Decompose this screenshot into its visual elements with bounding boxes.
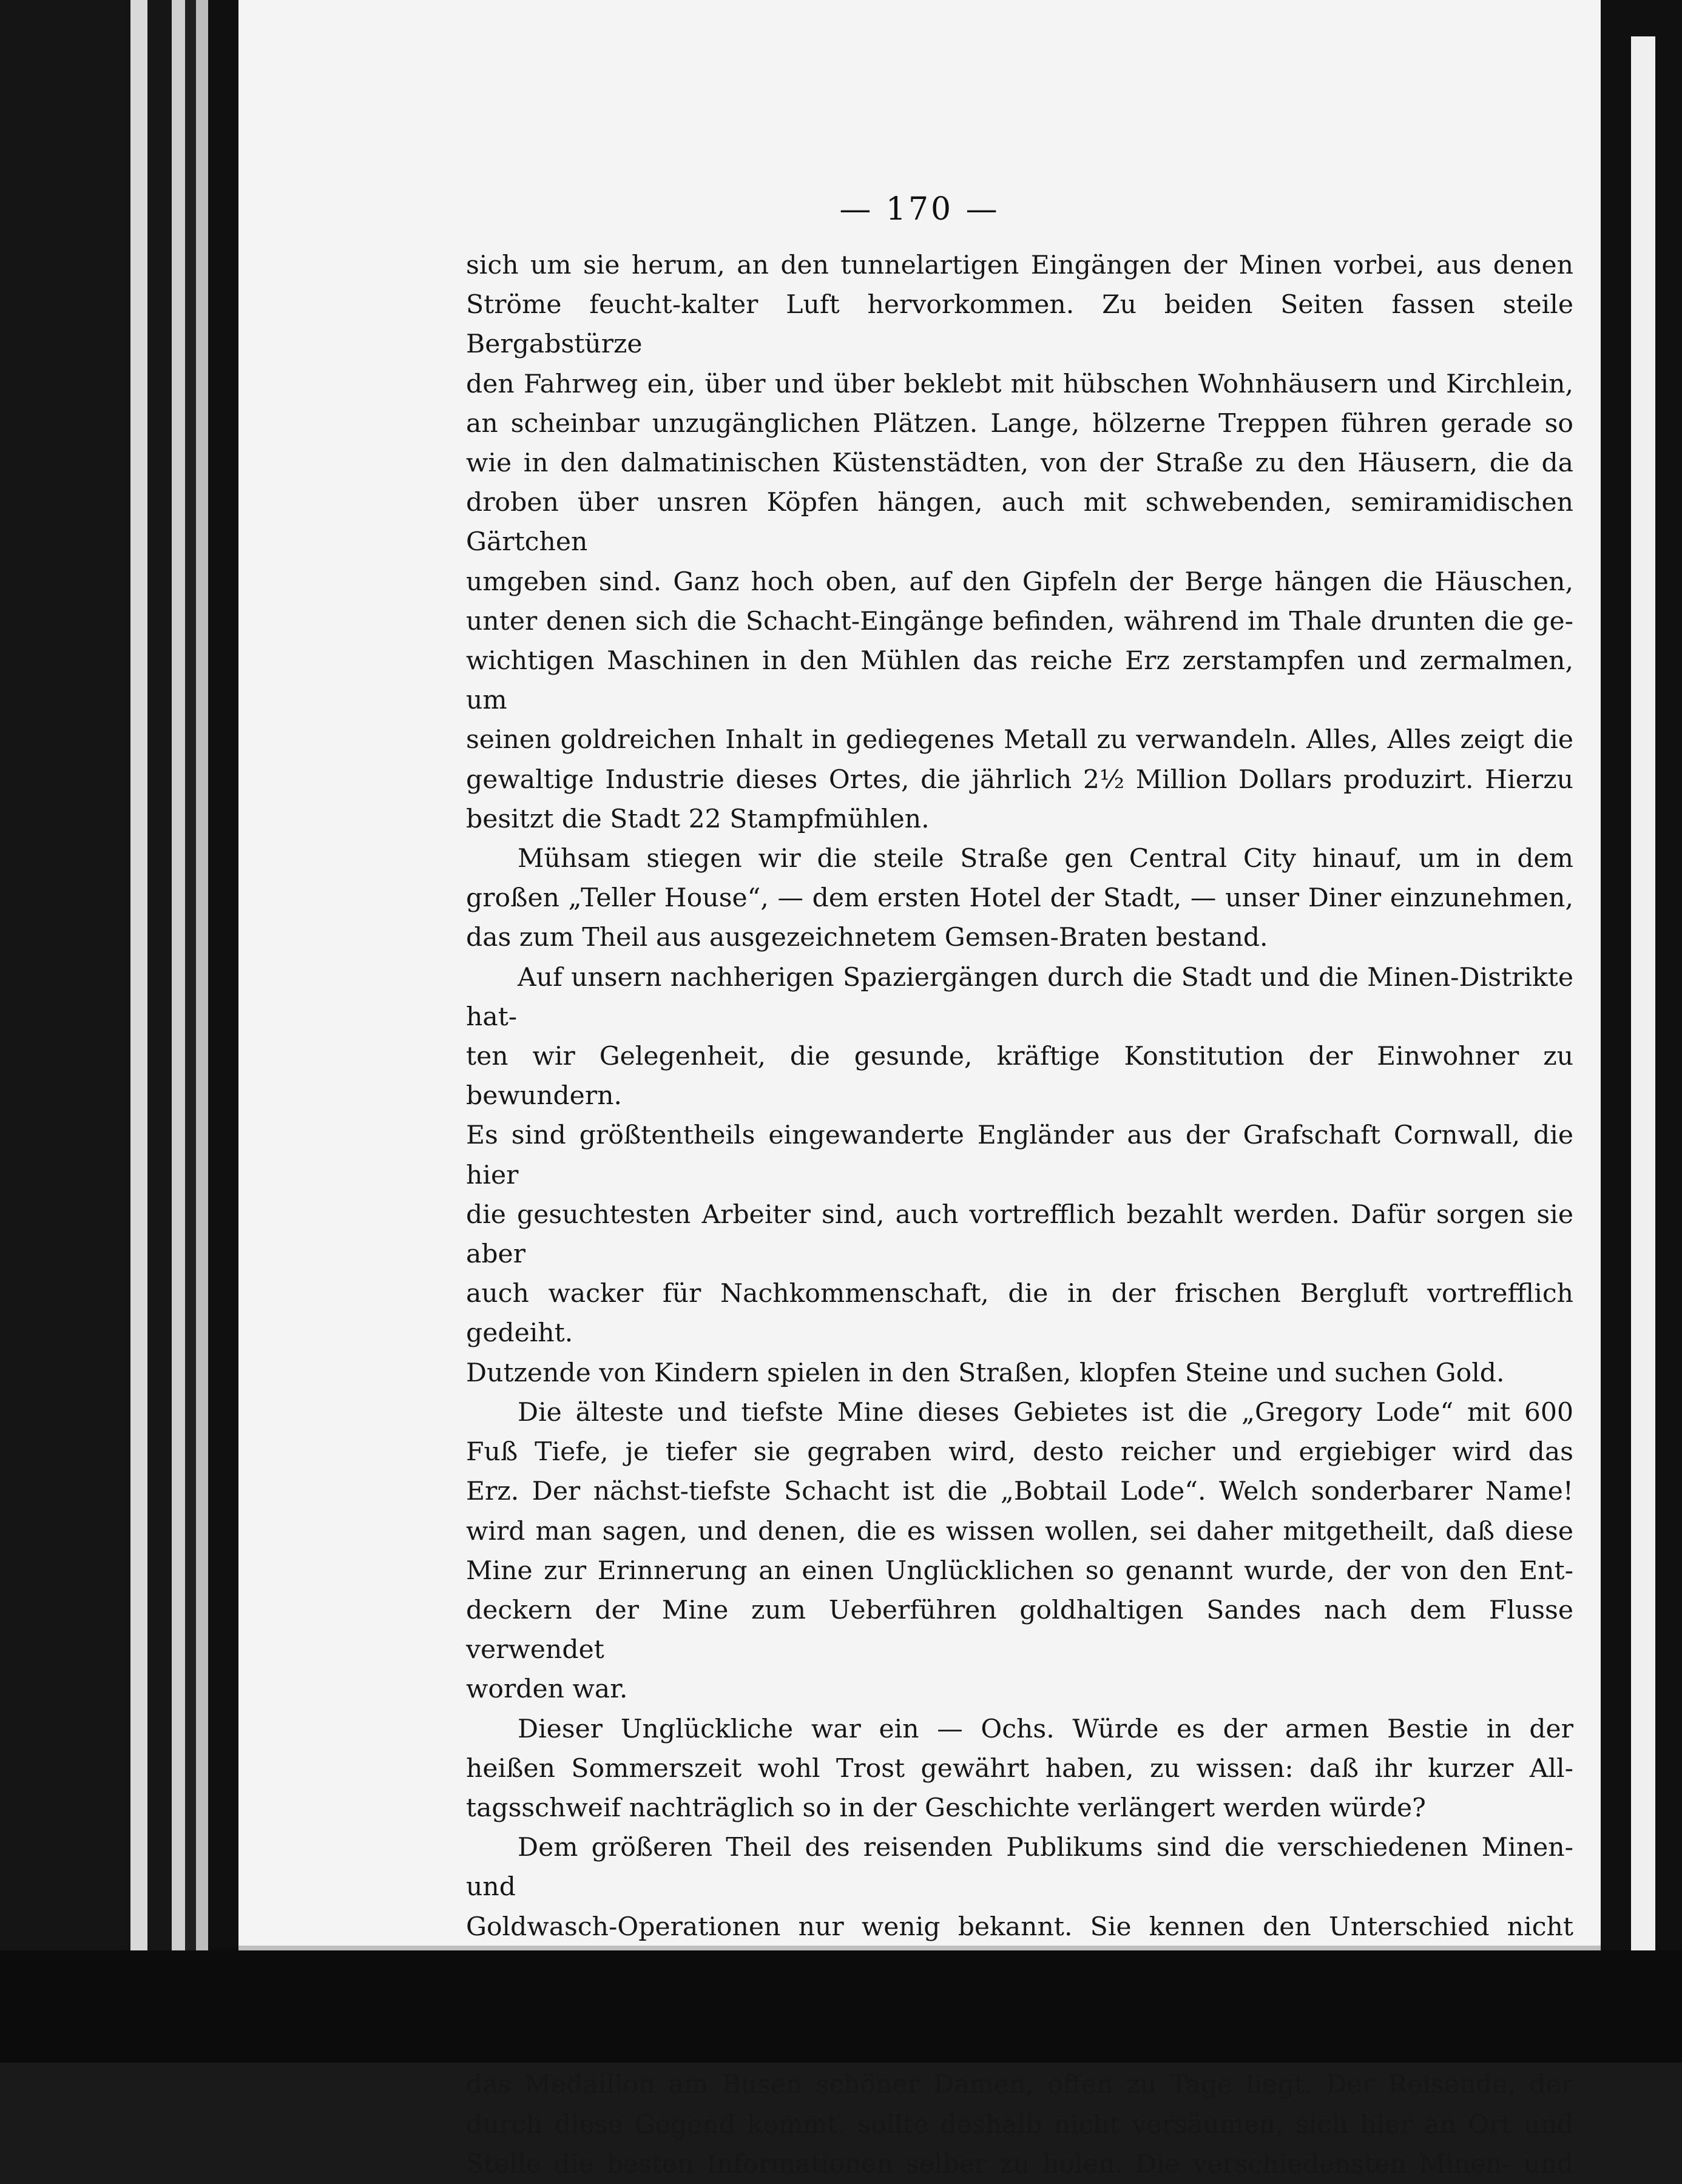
text-line: sich um sie herum, an den tunnelartigen Eingängen der Minen vorbei, aus denen (466, 251, 1573, 280)
text-line: das Medaillon am Busen schöner Damen, offen zu Tage liegt. Der Reisende, der (466, 2070, 1573, 2100)
text-line: wird man sagen, und denen, die es wissen wollen, sei daher mitgetheilt, daß diese (466, 1516, 1573, 1546)
text-line: ten wir Gelegenheit, die gesunde, kräftige Konstitution der Einwohner zu bewundern. (466, 1042, 1573, 1111)
facing-page-edge (1631, 36, 1655, 1966)
page-body-text (466, 246, 1573, 2184)
text-line: an scheinbar unzugänglichen Plätzen. Lange, hölzerne Treppen führen gerade so (466, 408, 1573, 439)
text-line: das zum Theil aus ausgezeichnetem Gemsen-Braten bestand. (466, 923, 1268, 953)
text-line: umgeben sind. Ganz hoch oben, auf den Gipfeln der Berge hängen die Häuschen, (466, 567, 1573, 597)
text-line: seinen goldreichen Inhalt in gediegenes Metall zu verwandeln. Alles, Alles zeigt die (466, 725, 1573, 755)
text-line: Mühsam stiegen wir die steile Straße gen Central City hinauf, um in dem (518, 844, 1573, 874)
text-line: heißen Sommerszeit wohl Trost gewährt haben, zu wissen: daß ihr kurzer All- (466, 1753, 1573, 1784)
scan-background-right (1601, 0, 1682, 2063)
text-line: großen „Teller House“, — dem ersten Hotel der Stadt, — unser Diner einzunehmen, (466, 883, 1573, 914)
text-line: auch wacker für Nachkommenschaft, die in der frischen Bergluft vortrefflich gedeiht. (466, 1279, 1573, 1349)
gutter-shadow (208, 0, 238, 2063)
text-line: Dem größeren Theil des reisenden Publikums sind die verschiedenen Minen- und (466, 1833, 1573, 1903)
text-line: Die älteste und tiefste Mine dieses Gebietes ist die „Gregory Lode“ mit 600 (518, 1397, 1573, 1427)
text-line: Goldwasch-Operationen nur wenig bekannt. Sie kennen den Unterschied nicht (466, 1912, 1573, 1942)
text-line: worden war. (466, 1674, 628, 1705)
page-number: — 170 — (839, 191, 1000, 228)
text-line: Auf unsern nachherigen Spaziergängen durch die Stadt und die Minen-Distrikte hat- (466, 962, 1573, 1032)
text-line: wie in den dalmatinischen Küstenstädten, von der Straße zu den Häusern, die da (466, 448, 1573, 479)
text-line: Dutzende von Kindern spielen in den Straßen, klopfen Steine und suchen Gold. (466, 1358, 1505, 1388)
scan-background-bottom (0, 1950, 1682, 2063)
scan-background-left (0, 0, 130, 2063)
text-line: besitzt die Stadt 22 Stampfmühlen. (466, 804, 930, 834)
text-line: durch diese Gegend kommt, sollte deshalb nicht versäumen, sich hier an Ort und (466, 2109, 1573, 2140)
text-line: Es sind größtentheils eingewanderte Engländer aus der Grafschaft Cornwall, die hier (466, 1121, 1573, 1190)
text-line: wichtigen Maschinen in den Mühlen das reiche Erz zerstampfen und zermalmen, um (466, 646, 1573, 716)
text-line: Fuß Tiefe, je tiefer sie gegraben wird, desto reicher und ergiebiger wird das (466, 1437, 1573, 1468)
text-line: Dieser Unglückliche war ein — Ochs. Würde es der armen Bestie in der (518, 1714, 1573, 1744)
text-line: die gesuchtesten Arbeiter sind, auch vortrefflich bezahlt werden. Dafür sorgen sie aber (466, 1199, 1573, 1270)
text-line: Stelle die besten Informationen selber zu holen. Die verschiedensten Minen- und (466, 2149, 1573, 2179)
page-edge (130, 0, 147, 2063)
page-edge-shadow (185, 0, 196, 2063)
text-line: den Fahrweg ein, über und über beklebt mit hübschen Wohnhäusern und Kirchlein, (466, 369, 1573, 399)
page-edge (196, 0, 208, 2063)
page-edge (172, 0, 185, 2063)
text-line: Ströme feucht-kalter Luft hervorkommen. Zu beiden Seiten fassen steile Bergabstürze (466, 290, 1573, 360)
text-line: Mine zur Erinnerung an einen Unglücklichen so genannt wurde, der von den Ent- (466, 1555, 1573, 1586)
page-edge-shadow (147, 0, 172, 2063)
text-line: deckern der Mine zum Ueberführen goldhaltigen Sandes nach dem Flusse verwendet (466, 1595, 1573, 1665)
text-line: unter denen sich die Schacht-Eingänge befinden, während im Thale drunten die ge- (466, 606, 1573, 636)
book-page (238, 0, 1601, 2179)
text-line: droben über unsren Köpfen hängen, auch mit schwebenden, semiramidischen Gärtchen (466, 488, 1573, 558)
text-line: gewaltige Industrie dieses Ortes, die jährlich 2½ Million Dollars produzirt. Hierzu (466, 764, 1573, 795)
text-line: tagsschweif nachträglich so in der Geschichte verlängert werden würde? (466, 1793, 1426, 1823)
text-line: Erz. Der nächst-tiefste Schacht ist die „Bobtail Lode“. Welch sonderbarer Name! (466, 1477, 1573, 1507)
